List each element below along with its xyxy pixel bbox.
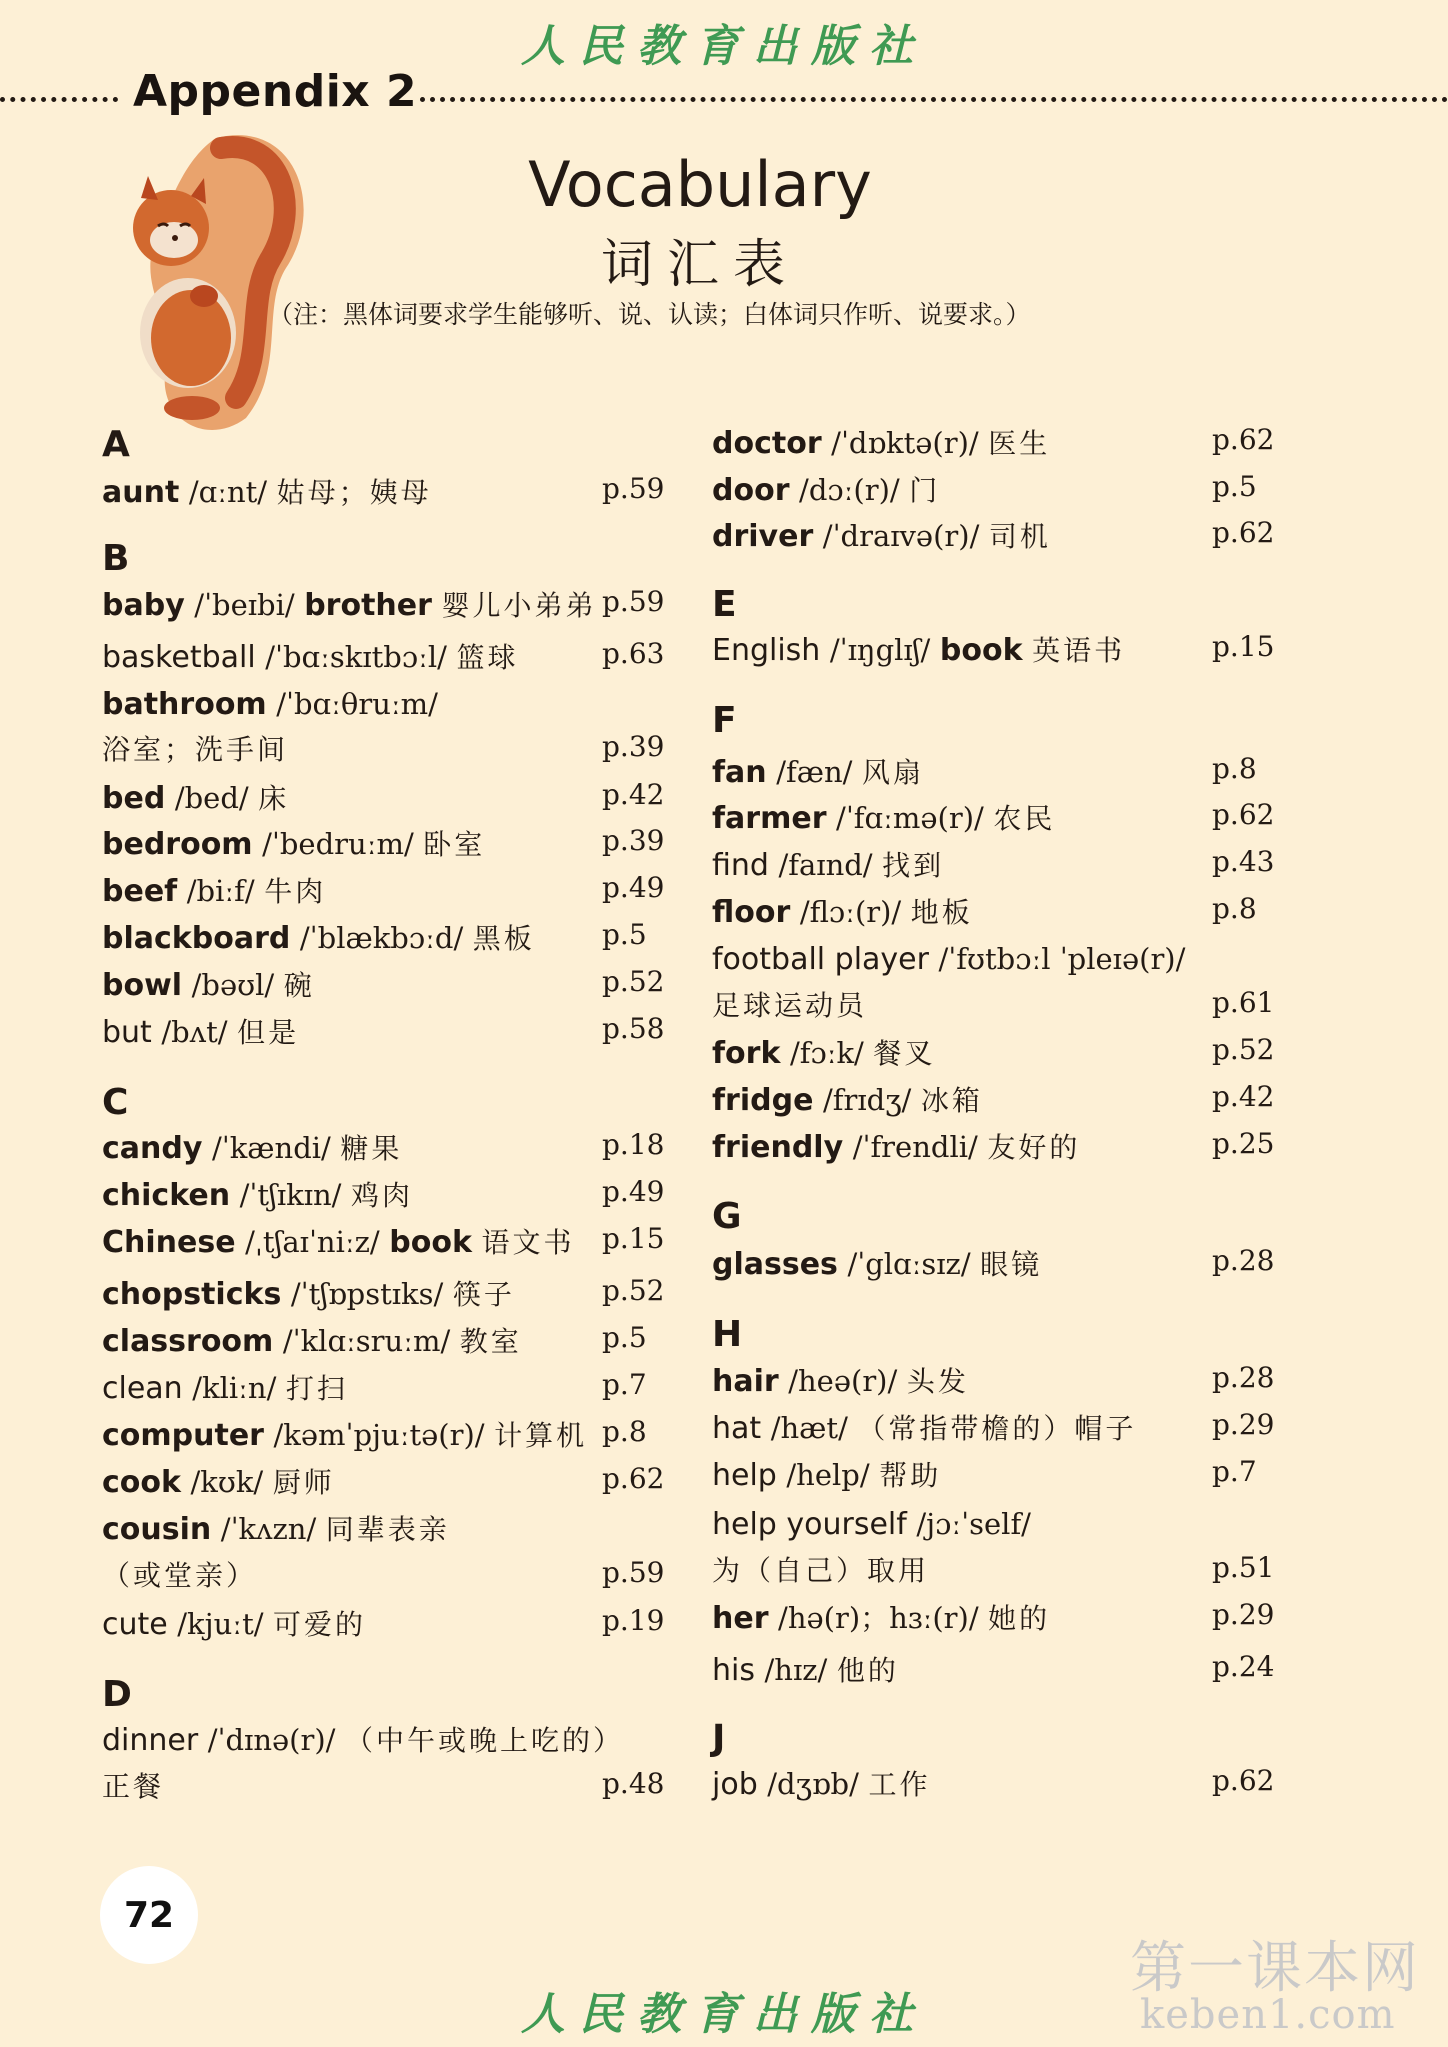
entry-page: p.62 bbox=[1212, 423, 1275, 456]
vocab-entry-continuation bbox=[102, 1767, 164, 1807]
appendix-heading: Appendix 2 bbox=[133, 66, 418, 117]
entry-page: p.39 bbox=[602, 824, 665, 857]
entry-phonetic: /ɑːnt/ bbox=[188, 475, 268, 509]
entry-word: hat bbox=[712, 1411, 762, 1446]
entry-meaning: 糖果 bbox=[340, 1132, 403, 1165]
vocab-entry bbox=[712, 1033, 935, 1074]
entry-word: her bbox=[712, 1601, 769, 1636]
entry-word: door bbox=[712, 473, 790, 508]
entry-phonetic: /bəʊl/ bbox=[191, 968, 275, 1002]
entry-page: p.59 bbox=[602, 472, 665, 505]
vocab-entry bbox=[102, 778, 289, 819]
entry-meaning: 帮助 bbox=[879, 1459, 942, 1492]
entry-page: p.28 bbox=[1212, 1361, 1275, 1394]
vocab-entry bbox=[712, 630, 1125, 671]
entry-word: farmer bbox=[712, 801, 827, 836]
vocab-entry bbox=[102, 1274, 515, 1315]
entry-word: fan bbox=[712, 755, 767, 790]
entry-page: p.62 bbox=[1212, 1764, 1275, 1797]
page-subtitle: 词汇表 bbox=[600, 235, 799, 295]
entry-word: classroom bbox=[102, 1324, 274, 1359]
entry-phonetic: /biːf/ bbox=[186, 874, 255, 908]
entry-phonetic: /ˈblækbɔːd/ bbox=[299, 921, 464, 955]
entry-phonetic: /hə(r)；hɜː(r)/ bbox=[778, 1601, 979, 1635]
vocab-entry bbox=[102, 684, 438, 725]
entry-word: fridge bbox=[712, 1083, 814, 1118]
entry-page: p.49 bbox=[602, 871, 665, 904]
vocab-entry bbox=[102, 1462, 335, 1503]
entry-meaning: 地板 bbox=[910, 896, 973, 929]
section-letter: G bbox=[712, 1196, 742, 1237]
entry-word: basketball bbox=[102, 640, 256, 675]
entry-word: chicken bbox=[102, 1178, 231, 1213]
entry-word: job bbox=[712, 1767, 758, 1802]
entry-page: p.62 bbox=[1212, 798, 1275, 831]
vocab-entry bbox=[712, 1244, 1042, 1285]
entry-page: p.52 bbox=[602, 965, 665, 998]
entry-meaning: 床 bbox=[258, 782, 290, 815]
entry-meaning: （中午或晚上吃的） bbox=[344, 1724, 624, 1757]
usage-note: （注：黑体词要求学生能够听、说、认读；白体词只作听、说要求。） bbox=[268, 300, 1031, 329]
watermark-url: keben1.com bbox=[1140, 1992, 1396, 2038]
vocab-entry bbox=[102, 1222, 574, 1263]
watermark-text: 第一课本网 bbox=[1130, 1936, 1420, 2001]
entry-phonetic: /ˈtʃɒpstɪks/ bbox=[290, 1277, 444, 1311]
vocab-entry bbox=[102, 1175, 413, 1216]
entry-meaning-continued: 足球运动员 bbox=[712, 989, 868, 1022]
entry-page: p.29 bbox=[1212, 1598, 1275, 1631]
entry-meaning: 筷子 bbox=[452, 1278, 515, 1311]
entry-page: p.39 bbox=[602, 730, 665, 763]
entry-meaning: 黑板 bbox=[472, 922, 535, 955]
entry-meaning: 友好的 bbox=[987, 1131, 1081, 1164]
entry-page: p.63 bbox=[602, 637, 665, 670]
entry-word: floor bbox=[712, 895, 791, 930]
entry-meaning-continued: （或堂亲） bbox=[102, 1559, 258, 1592]
entry-page: p.48 bbox=[602, 1767, 665, 1800]
entry-meaning: 同辈表亲 bbox=[325, 1513, 450, 1546]
entry-page: p.24 bbox=[1212, 1650, 1275, 1683]
entry-meaning: 她的 bbox=[988, 1602, 1051, 1635]
entry-page: p.19 bbox=[602, 1604, 665, 1637]
entry-phonetic: /ˈglɑːsɪz/ bbox=[847, 1247, 971, 1281]
page-number-badge: 72 bbox=[100, 1866, 198, 1964]
entry-page: p.43 bbox=[1212, 845, 1275, 878]
entry-word: bedroom bbox=[102, 827, 253, 862]
entry-phonetic: /ˈɪŋglɪʃ/ bbox=[829, 633, 931, 667]
entry-meaning: 冰箱 bbox=[920, 1084, 983, 1117]
entry-meaning-continued: 为（自己）取用 bbox=[712, 1554, 930, 1587]
entry-page: p.59 bbox=[602, 1556, 665, 1589]
entry-page: p.42 bbox=[602, 778, 665, 811]
entry-phonetic: /ˈbeɪbi/ bbox=[194, 588, 295, 622]
entry-word: Chinese bbox=[102, 1225, 236, 1260]
entry-word: chopsticks bbox=[102, 1277, 282, 1312]
section-letter: A bbox=[102, 424, 130, 465]
vocab-entry bbox=[102, 1012, 299, 1053]
entry-phonetic: /ˈbɑːskɪtbɔːl/ bbox=[265, 640, 447, 674]
vocab-entry-continuation bbox=[102, 1556, 257, 1596]
dotted-rule-right bbox=[420, 97, 1448, 102]
vocab-entry bbox=[102, 585, 597, 626]
entry-phonetic: /faɪnd/ bbox=[778, 848, 873, 882]
entry-meaning: 牛肉 bbox=[264, 875, 327, 908]
entry-phonetic: /dɔː(r)/ bbox=[799, 473, 900, 507]
entry-page: p.52 bbox=[602, 1274, 665, 1307]
vocab-entry bbox=[712, 423, 1050, 464]
entry-meaning: 厨师 bbox=[272, 1466, 335, 1499]
entry-phonetic: /kʊk/ bbox=[190, 1465, 264, 1499]
entry-word: cousin bbox=[102, 1512, 212, 1547]
entry-phonetic: /ˈdɒktə(r)/ bbox=[831, 426, 979, 460]
entry-word: friendly bbox=[712, 1130, 844, 1165]
vocab-entry-continuation bbox=[102, 730, 288, 770]
entry-meaning: 篮球 bbox=[456, 641, 519, 674]
entry-page: p.18 bbox=[602, 1128, 665, 1161]
vocab-entry bbox=[102, 1509, 450, 1550]
vocab-entry bbox=[102, 1415, 587, 1456]
entry-meaning: 眼镜 bbox=[980, 1248, 1043, 1281]
vocab-entry bbox=[712, 1764, 930, 1805]
dotted-rule-left bbox=[0, 97, 118, 102]
entry-word: fork bbox=[712, 1036, 781, 1071]
vocab-entry bbox=[102, 824, 485, 865]
vocab-entry bbox=[712, 892, 973, 933]
entry-word: dinner bbox=[102, 1723, 199, 1758]
vocab-entry bbox=[102, 1720, 624, 1761]
entry-phonetic: /ˈdraɪvə(r)/ bbox=[822, 519, 980, 553]
vocab-entry bbox=[102, 637, 518, 678]
vocab-entry bbox=[712, 1361, 969, 1402]
entry-page: p.52 bbox=[1212, 1033, 1275, 1066]
entry-word: hair bbox=[712, 1364, 779, 1399]
section-letter: B bbox=[102, 538, 130, 579]
entry-phonetic: /ˈbedruːm/ bbox=[262, 827, 414, 861]
entry-meaning: 风扇 bbox=[861, 756, 924, 789]
entry-page: p.5 bbox=[602, 1321, 647, 1354]
entry-word: aunt bbox=[102, 475, 180, 510]
entry-page: p.42 bbox=[1212, 1080, 1275, 1113]
entry-phonetic: /ˌtʃaɪˈniːz/ bbox=[245, 1225, 380, 1259]
entry-phonetic: /bed/ bbox=[174, 781, 249, 815]
vocab-entry bbox=[712, 1127, 1080, 1168]
entry-word: English bbox=[712, 633, 821, 668]
entry-meaning: 他的 bbox=[836, 1654, 899, 1687]
entry-word: bathroom bbox=[102, 687, 267, 722]
entry-phonetic: /ˈklɑːsruːm/ bbox=[282, 1324, 451, 1358]
entry-page: p.61 bbox=[1212, 986, 1275, 1019]
entry-word: candy bbox=[102, 1131, 203, 1166]
entry-word: computer bbox=[102, 1418, 264, 1453]
section-letter: H bbox=[712, 1314, 743, 1355]
entry-word-2: book bbox=[939, 633, 1023, 668]
publisher-mark-bottom: 人民教育出版社 bbox=[521, 1989, 927, 2040]
vocab-entry bbox=[712, 1650, 899, 1691]
vocab-entry bbox=[712, 1504, 1031, 1545]
entry-meaning: 英语书 bbox=[1032, 634, 1126, 667]
entry-meaning: 打扫 bbox=[285, 1372, 348, 1405]
entry-page: p.51 bbox=[1212, 1551, 1275, 1584]
entry-word: his bbox=[712, 1653, 755, 1688]
vocab-entry bbox=[712, 1455, 941, 1496]
entry-meaning: 鸡肉 bbox=[351, 1179, 414, 1212]
entry-phonetic: /kliːn/ bbox=[192, 1371, 277, 1405]
entry-page: p.58 bbox=[602, 1012, 665, 1045]
vocab-entry-continuation bbox=[712, 1551, 929, 1591]
vocab-entry bbox=[102, 1604, 366, 1645]
entry-page: p.29 bbox=[1212, 1408, 1275, 1441]
vocab-entry bbox=[102, 1368, 348, 1409]
entry-page: p.7 bbox=[1212, 1455, 1257, 1488]
section-letter: F bbox=[712, 700, 737, 741]
entry-page: p.59 bbox=[602, 585, 665, 618]
section-letter: E bbox=[712, 584, 737, 625]
entry-phonetic: /hæt/ bbox=[770, 1411, 848, 1445]
page-title: Vocabulary bbox=[528, 148, 872, 221]
vocab-entry bbox=[712, 470, 940, 511]
entry-word: find bbox=[712, 848, 769, 883]
entry-meaning: 语文书 bbox=[481, 1226, 575, 1259]
entry-word: driver bbox=[712, 519, 814, 554]
entry-phonetic: /jɔːˈself/ bbox=[916, 1507, 1031, 1541]
entry-phonetic: /ˈfɑːmə(r)/ bbox=[836, 801, 984, 835]
entry-word: doctor bbox=[712, 426, 822, 461]
entry-word: clean bbox=[102, 1371, 183, 1406]
entry-phonetic: /ˈkændi/ bbox=[211, 1131, 331, 1165]
vocab-entry bbox=[102, 871, 326, 912]
publisher-mark-top: 人民教育出版社 bbox=[521, 21, 927, 72]
entry-word: baby bbox=[102, 588, 185, 623]
entry-word: cute bbox=[102, 1607, 168, 1642]
vocab-entry bbox=[712, 1408, 1136, 1449]
vocab-entry bbox=[712, 939, 1185, 980]
entry-phonetic: /dʒɒb/ bbox=[767, 1767, 859, 1801]
entry-page: p.49 bbox=[602, 1175, 665, 1208]
entry-page: p.62 bbox=[1212, 516, 1275, 549]
entry-phonetic: /fɔːk/ bbox=[789, 1036, 864, 1070]
entry-page: p.15 bbox=[602, 1222, 665, 1255]
section-letter: D bbox=[102, 1674, 132, 1715]
entry-meaning: 医生 bbox=[988, 427, 1051, 460]
entry-meaning: 餐叉 bbox=[873, 1037, 936, 1070]
entry-word: but bbox=[102, 1015, 152, 1050]
vocab-entry bbox=[102, 472, 432, 513]
entry-word-2: brother bbox=[304, 588, 432, 623]
vocab-entry bbox=[102, 918, 535, 959]
entry-phonetic: /fæn/ bbox=[776, 755, 853, 789]
entry-word-2: book bbox=[389, 1225, 472, 1260]
entry-phonetic: /help/ bbox=[786, 1458, 870, 1492]
entry-phonetic: /frɪdʒ/ bbox=[822, 1083, 912, 1117]
entry-meaning: 可爱的 bbox=[273, 1608, 367, 1641]
entry-meaning: 婴儿小弟弟 bbox=[441, 589, 597, 622]
entry-phonetic: /bʌt/ bbox=[161, 1015, 228, 1049]
entry-word: bowl bbox=[102, 968, 183, 1003]
entry-word: football player bbox=[712, 942, 929, 977]
vocab-entry bbox=[712, 1598, 1050, 1639]
entry-meaning: 计算机 bbox=[494, 1419, 588, 1452]
entry-meaning: 姑母；姨母 bbox=[276, 476, 432, 509]
entry-meaning: 农民 bbox=[993, 802, 1056, 835]
entry-meaning-continued: 正餐 bbox=[102, 1770, 165, 1803]
entry-word: glasses bbox=[712, 1247, 838, 1282]
entry-word: help bbox=[712, 1458, 777, 1493]
entry-phonetic: /heə(r)/ bbox=[788, 1364, 898, 1398]
entry-page: p.28 bbox=[1212, 1244, 1275, 1277]
entry-phonetic: /ˈtʃɪkɪn/ bbox=[239, 1178, 342, 1212]
entry-meaning: 碗 bbox=[283, 969, 315, 1002]
vocab-entry bbox=[712, 1080, 983, 1121]
entry-meaning: 但是 bbox=[237, 1016, 300, 1049]
entry-word: blackboard bbox=[102, 921, 291, 956]
entry-word: help yourself bbox=[712, 1507, 907, 1542]
vocab-entry bbox=[102, 1128, 402, 1169]
entry-page: p.62 bbox=[602, 1462, 665, 1495]
section-letter: J bbox=[712, 1718, 726, 1759]
vocab-entry bbox=[102, 965, 315, 1006]
entry-meaning: （常指带檐的）帽子 bbox=[857, 1412, 1137, 1445]
entry-page: p.8 bbox=[602, 1415, 647, 1448]
entry-phonetic: /ˈbɑːθruːm/ bbox=[276, 687, 438, 721]
entry-phonetic: /ˈkʌzn/ bbox=[220, 1512, 317, 1546]
entry-page: p.8 bbox=[1212, 892, 1257, 925]
entry-word: bed bbox=[102, 781, 166, 816]
vocab-entry bbox=[712, 845, 944, 886]
vocab-entry-continuation bbox=[712, 986, 867, 1026]
vocab-entry bbox=[712, 798, 1055, 839]
entry-meaning: 头发 bbox=[906, 1365, 969, 1398]
entry-phonetic: /hɪz/ bbox=[764, 1653, 828, 1687]
entry-word: beef bbox=[102, 874, 178, 909]
entry-meaning: 卧室 bbox=[423, 828, 486, 861]
entry-phonetic: /flɔː(r)/ bbox=[799, 895, 902, 929]
entry-meaning: 浴室；洗手间 bbox=[102, 733, 289, 766]
section-letter: C bbox=[102, 1082, 129, 1123]
entry-word: cook bbox=[102, 1465, 181, 1500]
vocab-entry bbox=[712, 752, 924, 793]
squirrel-illustration bbox=[96, 118, 326, 438]
entry-phonetic: /kjuːt/ bbox=[177, 1607, 264, 1641]
entry-meaning: 司机 bbox=[988, 520, 1051, 553]
entry-page: p.5 bbox=[602, 918, 647, 951]
vocab-entry bbox=[102, 1321, 522, 1362]
entry-page: p.8 bbox=[1212, 752, 1257, 785]
entry-page: p.15 bbox=[1212, 630, 1275, 663]
vocab-entry bbox=[712, 516, 1051, 557]
entry-meaning: 工作 bbox=[868, 1768, 931, 1801]
entry-meaning: 门 bbox=[909, 474, 941, 507]
entry-meaning: 找到 bbox=[882, 849, 945, 882]
entry-phonetic: /kəmˈpjuːtə(r)/ bbox=[273, 1418, 485, 1452]
entry-page: p.25 bbox=[1212, 1127, 1275, 1160]
entry-phonetic: /ˈfʊtbɔːl ˈpleɪə(r)/ bbox=[938, 942, 1186, 976]
entry-meaning: 教室 bbox=[459, 1325, 522, 1358]
entry-phonetic: /ˈfrendli/ bbox=[852, 1130, 978, 1164]
entry-page: p.5 bbox=[1212, 470, 1257, 503]
entry-phonetic: /ˈdɪnə(r)/ bbox=[207, 1723, 336, 1757]
entry-page: p.7 bbox=[602, 1368, 647, 1401]
